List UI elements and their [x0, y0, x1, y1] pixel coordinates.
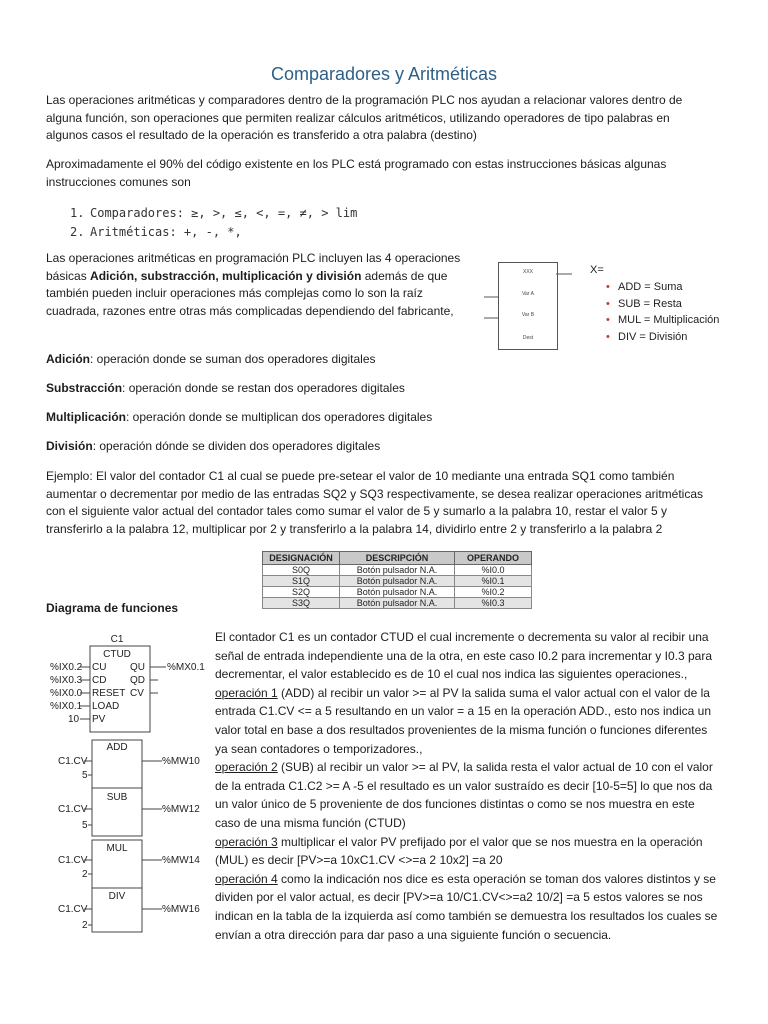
operation-label: operación 2 [215, 760, 278, 775]
block-input: C1.CV [58, 804, 88, 815]
table-header: OPERANDO [455, 552, 532, 565]
counter-input-signal: %IX0.1 [50, 701, 83, 712]
list-item: 2. Aritméticas: +, -, *, [70, 225, 242, 239]
explanation-text: El contador C1 es un contador CTUD el cual incremente o decrementa su valor al recibir una señal de entrada independiente una de la otra, en este caso I0.2 para incrementar y I0.3 para decrementar, el valor establecido es de 10 el cual nos indica las siguientes operaciones., operación 1 (ADD) al recibir un valor >= al PV la salida suma el valor actual con el valor de la entrada C1.CV <= a 5 resultando en un valor = a 15 en la operación ADD., esto nos indica un valor total en base a dos resultados provenientes de la misma función o funciones diferentes ya sean contadores o temporizadores., operación 2 (SUB) al recibir un valor >= al PV, la salida resta el valor actual de 10 con el valor de la entrada C1.C2 >= A -5 el resultado es un valor sustraído es decir [10-5=5] lo que nos da un valor único de 5 proveniente de dos funciones distintas o como se nos muestra en este caso de una misma función (CTUD) operación 3 multiplicar el valor PV prefijado por el valor que se nos muestra en la operación (MUL) es decir [PV>=a 10xC1.CV <>=a 2 10x2] =a 20 operación 4 como la indicación nos dice es esta operación se toman dos valores distintos y se dividen por el valor actual, es decir [PV>=a 10/C1.CV<>=a2 10/2] =a 5 estos valores se nos indican en la tabla de la izquierda así como también se demuestra los resultados los cuales se envían a otra dirección para dar paso a una siguiente función o secuencia. [215, 630, 718, 942]
table-row [263, 576, 532, 587]
table-cell: %I0.2 [455, 587, 532, 598]
table-cell: %I0.1 [455, 576, 532, 587]
block-name: ADD [106, 742, 128, 753]
block-output: %MW12 [162, 804, 200, 815]
operations-paragraph: Las operaciones aritméticas en programación PLC incluyen las 4 operaciones básicas Adición, substracción, multiplicación y división además de que también pueden incluir operaciones más complejas como lo son la raíz cuadrada, razones entre otras más complicadas dependiendo del fabricante, [46, 251, 461, 318]
counter-input-signal: 10 [68, 714, 80, 725]
counter-pin: PV [92, 714, 106, 725]
list-item: 1. Comparadores: ≥, >, ≤, <, =, ≠, > lim [70, 206, 358, 220]
block-label: Var A [522, 291, 534, 297]
counter-pin: CV [130, 688, 144, 699]
example-paragraph: Ejemplo: El valor del contador C1 al cual se puede pre-setear el valor de 10 mediante una entrada SQ1 como también aumentar o decrementar por medio de las entradas SQ2 y SQ3 respectivamente, se desea realizar operaciones aritméticas con el siguiente valor actual del contador tales como sumar el valor de 5 y sumarlo a la palabra 10, restar el valor 5 y transferirlo a la palabra 12, multiplicar por 2 y transferirlo a la palabra 14, dividirlo entre 2 y transferirlo a la palabra 2 [46, 469, 703, 536]
table-row [263, 565, 532, 576]
block-input: 5 [82, 770, 88, 781]
list-item: • SUB = Resta [606, 296, 719, 313]
io-table [262, 551, 532, 609]
definition-addition: Adición: operación donde se suman dos operadores digitales [46, 352, 376, 366]
list-item: • ADD = Suma [606, 279, 719, 296]
definition-subtraction: Substracción: operación donde se restan dos operadores digitales [46, 381, 405, 395]
instruction-list [70, 204, 357, 242]
generic-block-wires [484, 262, 574, 352]
table-cell: S2Q [263, 587, 340, 598]
table-header: DESIGNACIÓN [263, 552, 340, 565]
table-row [263, 598, 532, 609]
counter-pin: CU [92, 662, 107, 673]
counter-pin: QU [130, 662, 145, 673]
block-name: SUB [106, 792, 128, 803]
counter-pin: QD [130, 675, 145, 686]
counter-pin: LOAD [92, 701, 120, 712]
counter-name: C1 [110, 634, 124, 645]
block-name: DIV [108, 891, 126, 902]
operation-label: operación 4 [215, 871, 278, 886]
table-cell: Botón pulsador N.A. [340, 576, 455, 587]
table-header-row [263, 552, 532, 565]
block-input: 2 [82, 920, 88, 931]
table-cell: Botón pulsador N.A. [340, 565, 455, 576]
counter-pin: RESET [92, 688, 126, 699]
list-item: • MUL = Multiplicación [606, 312, 719, 329]
block-input: C1.CV [58, 756, 88, 767]
table-cell: S0Q [263, 565, 340, 576]
block-input: C1.CV [58, 855, 88, 866]
block-label: XXX [522, 269, 533, 275]
table-row [263, 587, 532, 598]
block-name: MUL [106, 843, 128, 854]
block-input: 5 [82, 820, 88, 831]
page-title: Comparadores y Aritméticas [270, 64, 498, 84]
intro-paragraph: Las operaciones aritméticas y comparadores dentro de la programación PLC nos ayudan a relacionar valores dentro de alguna función, son operaciones que permiten realizar cálculos aritméticos, utilizando operadores de tipo palabras en algunos casos el resultado de la operación es transferido a otra palabra (destino) [46, 93, 683, 142]
block-input: C1.CV [58, 904, 88, 915]
table-cell: %I0.3 [455, 598, 532, 609]
list-item: • DIV = División [606, 329, 719, 346]
block-output: %MW16 [162, 904, 200, 915]
block-input: 2 [82, 869, 88, 880]
table-cell: Botón pulsador N.A. [340, 598, 455, 609]
operation-label: operación 1 [215, 685, 278, 700]
table-cell: S1Q [263, 576, 340, 587]
counter-pin: CD [92, 675, 107, 686]
block-output: %MW14 [162, 855, 200, 866]
definition-multiplication: Multiplicación: operación donde se multiplican dos operadores digitales [46, 410, 433, 424]
table-cell: %I0.0 [455, 565, 532, 576]
operator-key-label: X= [590, 264, 604, 276]
table-header: DESCRIPCIÓN [340, 552, 455, 565]
block-output: %MW10 [162, 756, 200, 767]
counter-input-signal: %IX0.2 [50, 662, 83, 673]
counter-type: CTUD [103, 649, 131, 660]
counter-output-signal: %MX0.1 [167, 662, 205, 673]
table-cell: Botón pulsador N.A. [340, 587, 455, 598]
counter-input-signal: %IX0.3 [50, 675, 83, 686]
operator-list [606, 279, 719, 345]
block-label: Dest [522, 335, 534, 341]
definition-division: División: operación dónde se dividen dos operadores digitales [46, 439, 381, 453]
block-label: Var B [521, 312, 535, 318]
table-cell: S3Q [263, 598, 340, 609]
operation-label: operación 3 [215, 834, 278, 849]
approx-paragraph: Aproximadamente el 90% del código existente en los PLC está programado con estas instrucciones básicas algunas instrucciones comunes son [46, 157, 667, 189]
counter-input-signal: %IX0.0 [50, 688, 83, 699]
diagram-title: Diagrama de funciones [46, 601, 179, 615]
function-block-diagram [40, 628, 210, 934]
